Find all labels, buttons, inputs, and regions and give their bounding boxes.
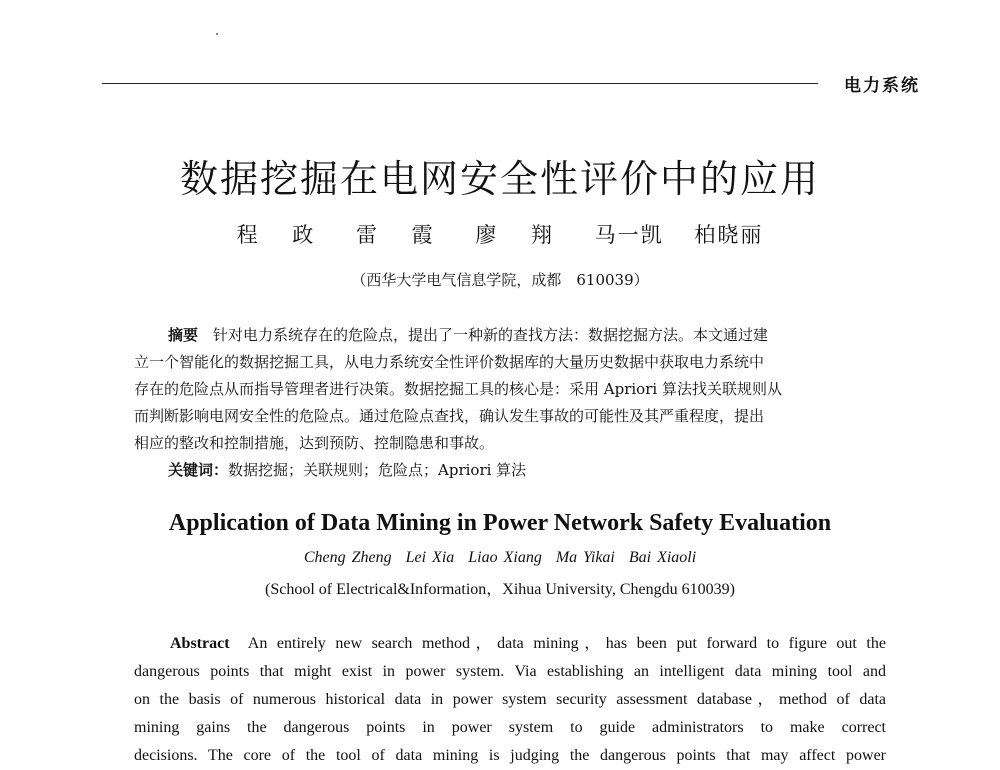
- author-cn: 马一凯: [594, 223, 664, 247]
- author-cn: 廖 翔: [475, 223, 565, 247]
- abstract-en-line: dangerous points that might exist in power system. Via establishing an intelligent data mining tool and: [134, 663, 886, 680]
- abstract-en: [134, 630, 886, 770]
- header-rule: [102, 83, 818, 84]
- author-cn: 雷 霞: [355, 223, 445, 247]
- author-cn: 程 政: [236, 223, 326, 247]
- abstract-cn-line: 而判断影响电网安全性的危险点。通过危险点查找，确认发生事故的可能性及其严重程度，提出: [134, 407, 765, 425]
- abstract-cn-line: 存在的危险点从而指导管理者进行决策。数据挖掘工具的核心是：采用 Apriori 算法找关联规则从: [134, 380, 782, 398]
- paper-title-cn: 数据挖掘在电网安全性评价中的应用: [179, 157, 820, 201]
- keywords-value: 数据挖掘；关联规则；危险点；Apriori 算法: [228, 461, 527, 479]
- author-en: Cheng Zheng: [303, 549, 392, 566]
- affiliation-en: (School of Electrical&Information，Xihua University, Chengdu 610039): [265, 581, 735, 598]
- author-cn: 柏晓丽: [694, 223, 764, 247]
- scan-speck: [216, 33, 218, 35]
- author-en: Bai Xiaoli: [628, 549, 697, 566]
- abstract-cn-line: 相应的整改和控制措施，达到预防、控制隐患和事故。: [134, 434, 495, 452]
- abstract-en-line: decisions. The core of the tool of data mining is judging the dangerous points that may affect power: [134, 747, 886, 764]
- author-en: Lei Xia: [405, 549, 455, 566]
- author-list-cn: [0, 219, 1000, 249]
- abstract-en-line: Abstract An entirely new search method，data mining，has been put forward to figure out the: [170, 635, 886, 652]
- keywords-cn: [168, 459, 526, 480]
- author-en: Liao Xiang: [468, 549, 542, 566]
- abstract-cn-line: 立一个智能化的数据挖掘工具，从电力系统安全性评价数据库的大量历史数据中获取电力系统中: [134, 353, 765, 371]
- author-list-en: [0, 549, 1000, 567]
- abstract-en-line: mining gains the dangerous points in power system to guide administrators to make correct: [134, 719, 886, 736]
- journal-section-label: 电力系统: [844, 76, 920, 96]
- abstract-cn-label: 摘要: [168, 326, 199, 344]
- abstract-en-label: Abstract: [170, 635, 230, 652]
- abstract-en-line: on the basis of numerous historical data in power system security assessment database，method of data: [134, 691, 886, 708]
- paper-title-en: Application of Data Mining in Power Network Safety Evaluation: [168, 510, 832, 536]
- abstract-cn: [134, 322, 884, 457]
- author-en: Ma Yikai: [555, 549, 615, 566]
- affiliation-cn: （西华大学电气信息学院，成都 610039）: [351, 271, 649, 289]
- keywords-label: 关键词：: [168, 461, 229, 479]
- abstract-cn-line: 摘要 针对电力系统存在的危险点，提出了一种新的查找方法：数据挖掘方法。本文通过建: [168, 326, 769, 344]
